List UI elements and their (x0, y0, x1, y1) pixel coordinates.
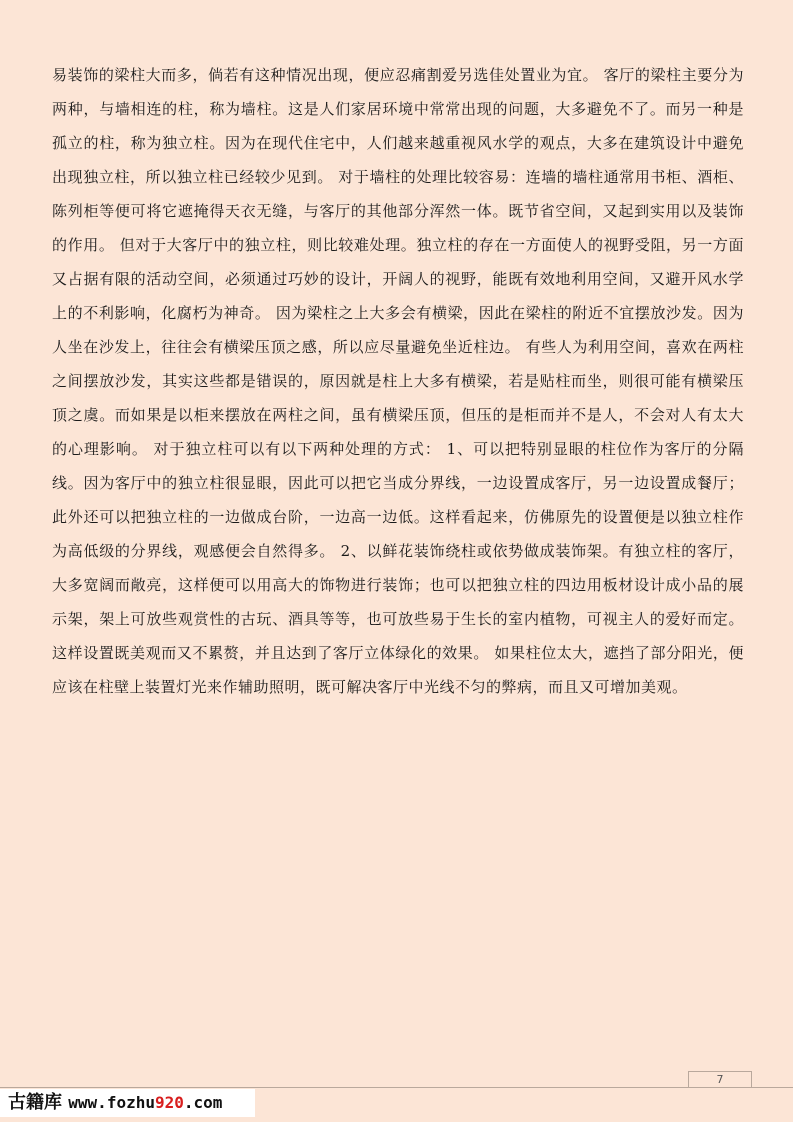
page-number: 7 (688, 1071, 752, 1088)
footer-brand-name: 古籍库 (8, 1092, 62, 1113)
footer-watermark (8, 1091, 222, 1115)
footer-url-prefix: www.fozhu (68, 1093, 155, 1112)
body-paragraph: 易装饰的梁柱大而多，倘若有这种情况出现，便应忍痛割爱另选佳处置业为宜。 客厅的梁柱主要分为两种，与墙相连的柱，称为墙柱。这是人们家居环境中常常出现的问题，大多避免不了。而另一种是孤立的柱，称为独立柱。因为在现代住宅中，人们越来越重视风水学的观点，大多在建筑设计中避免出现独立柱，所以独立柱已经较少见到。 对于墙柱的处理比较容易：连墙的墙柱通常用书柜、酒柜、陈列柜等便可将它遮掩得天衣无缝，与客厅的其他部分浑然一体。既节省空间，又起到实用以及装饰的作用。 但对于大客厅中的独立柱，则比较难处理。独立柱的存在一方面使人的视野受阻，另一方面又占据有限的活动空间，必须通过巧妙的设计，开阔人的视野，能既有效地利用空间，又避开风水学上的不利影响，化腐朽为神奇。 因为梁柱之上大多会有横梁，因此在梁柱的附近不宜摆放沙发。因为人坐在沙发上，往往会有横梁压顶之感，所以应尽量避免坐近柱边。 有些人为利用空间，喜欢在两柱之间摆放沙发，其实这些都是错误的，原因就是柱上大多有横梁，若是贴柱而坐，则很可能有横梁压顶之虞。而如果是以柜来摆放在两柱之间，虽有横梁压顶，但压的是柜而并不是人，不会对人有太大的心理影响。 对于独立柱可以有以下两种处理的方式： 1、可以把特别显眼的柱位作为客厅的分隔线。因为客厅中的独立柱很显眼，因此可以把它当成分界线，一边设置成客厅，另一边设置成餐厅；此外还可以把独立柱的一边做成台阶，一边高一边低。这样看起来，仿佛原先的设置便是以独立柱作为高低级的分界线，观感便会自然得多。 2、以鲜花装饰绕柱或依势做成装饰架。有独立柱的客厅，大多宽阔而敞亮，这样便可以用高大的饰物进行装饰；也可以把独立柱的四边用板材设计成小品的展示架，架上可放些观赏性的古玩、酒具等等，也可放些易于生长的室内植物，可视主人的爱好而定。这样设置既美观而又不累赘，并且达到了客厅立体绿化的效果。 如果柱位太大，遮挡了部分阳光，便应该在柱壁上装置灯光来作辅助照明，既可解决客厅中光线不匀的弊病，而且又可增加美观。 (52, 66, 744, 696)
footer-divider (0, 1087, 793, 1088)
footer-url-number: 920 (154, 1093, 184, 1112)
page-body (52, 58, 744, 704)
footer-url-suffix: .com (183, 1093, 223, 1112)
